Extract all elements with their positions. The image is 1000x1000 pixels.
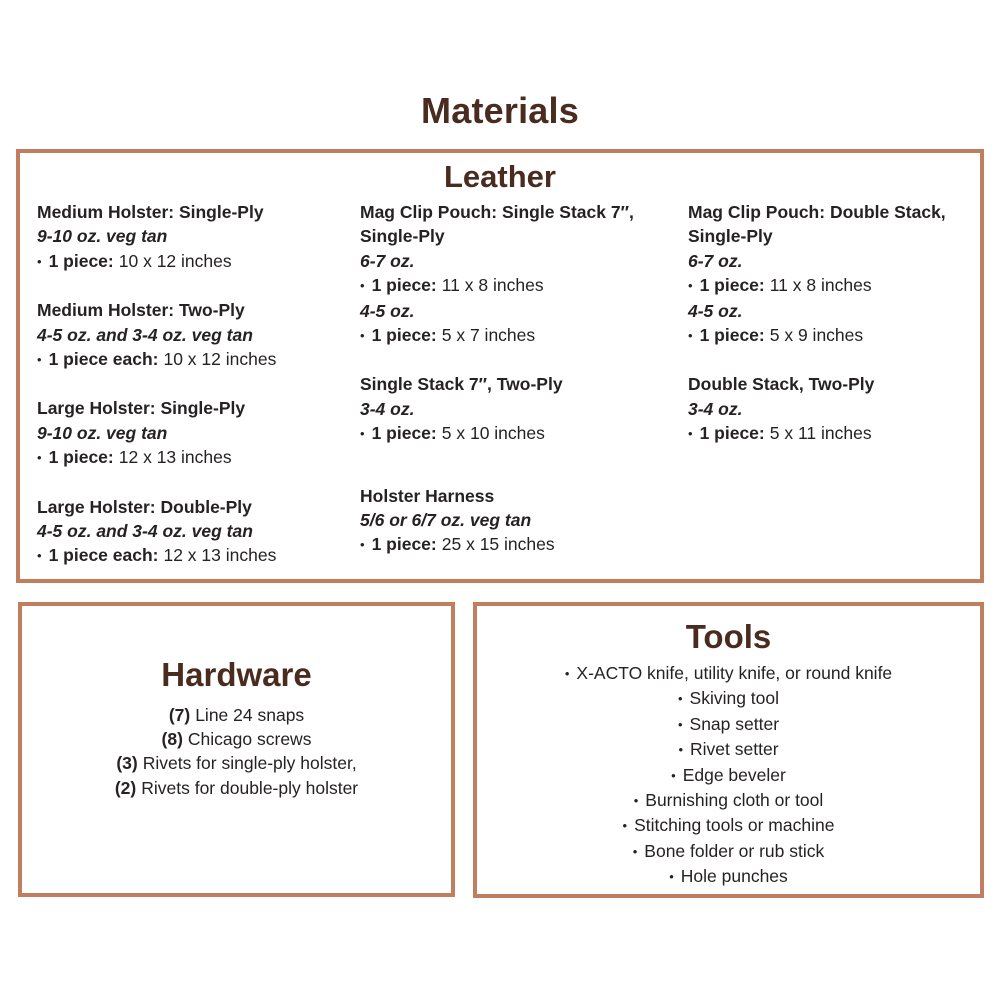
item-name: Mag Clip Pouch: Single Stack 7″, Single-Ply	[360, 202, 634, 247]
piece-label: 1 piece:	[371, 325, 437, 346]
item-piece	[688, 421, 980, 446]
tool-text: X-ACTO knife, utility knife, or round knife	[576, 662, 893, 683]
piece-label: 1 piece each:	[48, 349, 159, 370]
item-weight: 6-7 oz.	[688, 250, 743, 271]
leather-item-mag-clip-double-stack-single-ply	[688, 200, 980, 348]
piece-value: 5 x 7 inches	[441, 325, 536, 346]
tool-item	[477, 813, 980, 838]
item-piece	[37, 543, 337, 568]
bullet-icon: •	[688, 278, 693, 294]
tool-text: Rivet setter	[690, 739, 779, 760]
hardware-qty: (8)	[161, 729, 183, 750]
hardware-heading: Hardware	[161, 656, 312, 693]
tool-text: Edge beveler	[682, 764, 786, 785]
bullet-icon: •	[360, 426, 365, 442]
piece-label: 1 piece:	[371, 275, 437, 296]
tools-heading: Tools	[685, 618, 772, 655]
tool-text: Skiving tool	[689, 688, 780, 709]
tool-item	[477, 763, 980, 788]
hardware-item	[22, 703, 451, 727]
tool-item	[477, 864, 980, 889]
item-weight: 6-7 oz.	[360, 250, 415, 271]
piece-value: 12 x 13 inches	[163, 545, 277, 566]
item-name: Double Stack, Two-Ply	[688, 374, 875, 395]
item-piece	[37, 347, 337, 372]
bullet-icon: •	[688, 328, 693, 344]
bullet-icon: •	[37, 352, 42, 368]
leather-item-medium-holster-two-ply	[37, 298, 337, 372]
item-weight: 9-10 oz. veg tan	[37, 422, 168, 443]
item-weight: 4-5 oz. and 3-4 oz. veg tan	[37, 324, 253, 345]
hardware-text: Rivets for single-ply holster,	[142, 753, 357, 774]
item-weight: 3-4 oz.	[688, 398, 743, 419]
hardware-text: Chicago screws	[187, 729, 312, 750]
leather-item-single-stack-two-ply	[360, 372, 650, 446]
page-title: Materials	[421, 90, 579, 131]
bullet-icon: •	[360, 328, 365, 344]
item-piece	[360, 273, 650, 298]
piece-label: 1 piece:	[48, 447, 114, 468]
piece-label: 1 piece:	[48, 250, 114, 271]
item-name: Single Stack 7″, Two-Ply	[360, 374, 563, 395]
item-name: Mag Clip Pouch: Double Stack, Single-Ply	[688, 202, 946, 247]
bullet-icon: •	[37, 450, 42, 466]
piece-label: 1 piece:	[699, 423, 765, 444]
item-piece	[360, 421, 650, 446]
bullet-icon: •	[671, 767, 676, 783]
bullet-icon: •	[37, 253, 42, 269]
piece-value: 11 x 8 inches	[441, 275, 544, 296]
bullet-icon: •	[678, 742, 684, 758]
leather-column-2	[360, 200, 650, 582]
item-weight: 4-5 oz.	[688, 300, 743, 321]
item-piece	[360, 323, 650, 348]
hardware-item	[22, 751, 451, 775]
tool-item	[477, 686, 980, 711]
piece-value: 10 x 12 inches	[163, 349, 277, 370]
hardware-list	[22, 703, 451, 800]
piece-value: 25 x 15 inches	[441, 534, 555, 555]
leather-item-mag-clip-single-stack-single-ply	[360, 200, 650, 348]
piece-value: 10 x 12 inches	[118, 250, 232, 271]
leather-heading: Leather	[444, 159, 556, 194]
hardware-qty: (2)	[114, 777, 137, 798]
item-name: Medium Holster: Single-Ply	[37, 202, 264, 222]
item-weight: 3-4 oz.	[360, 398, 415, 419]
item-name: Medium Holster: Two-Ply	[37, 300, 245, 321]
item-name: Holster Harness	[360, 485, 495, 506]
piece-value: 5 x 11 inches	[769, 423, 872, 444]
item-piece	[688, 273, 980, 298]
leather-section	[16, 149, 984, 583]
tool-item	[477, 839, 980, 864]
bullet-icon: •	[677, 691, 683, 707]
item-piece	[360, 532, 650, 557]
piece-value: 12 x 13 inches	[118, 447, 232, 468]
tool-item	[477, 788, 980, 813]
bullet-icon: •	[37, 548, 42, 564]
piece-label: 1 piece:	[699, 325, 765, 346]
tool-item	[477, 737, 980, 762]
bullet-icon: •	[564, 665, 570, 681]
hardware-qty: (3)	[116, 753, 138, 774]
piece-value: 5 x 9 inches	[769, 325, 864, 346]
leather-item-large-holster-double-ply	[37, 495, 337, 569]
piece-label: 1 piece:	[699, 275, 765, 296]
bullet-icon: •	[632, 843, 638, 859]
leather-item-large-holster-single-ply	[37, 396, 337, 470]
piece-value: 5 x 10 inches	[441, 423, 545, 444]
hardware-section	[18, 602, 455, 897]
hardware-item	[22, 727, 451, 751]
bullet-icon: •	[688, 426, 693, 442]
tools-list	[477, 661, 980, 890]
leather-column-1	[37, 200, 337, 593]
tool-text: Hole punches	[680, 866, 788, 887]
hardware-qty: (7)	[168, 704, 191, 725]
bullet-icon: •	[633, 792, 639, 808]
hardware-item	[22, 776, 451, 800]
tool-text: Bone folder or rub stick	[644, 840, 825, 861]
bullet-icon: •	[677, 716, 683, 732]
item-weight: 4-5 oz.	[360, 300, 415, 321]
tool-text: Snap setter	[689, 713, 780, 734]
item-piece	[37, 445, 337, 470]
item-piece	[37, 249, 337, 274]
piece-label: 1 piece:	[371, 423, 437, 444]
bullet-icon: •	[622, 818, 628, 834]
item-name: Large Holster: Double-Ply	[37, 496, 252, 517]
tool-item	[477, 661, 980, 686]
bullet-icon: •	[360, 537, 365, 553]
item-weight: 4-5 oz. and 3-4 oz. veg tan	[37, 521, 253, 542]
bullet-icon: •	[360, 278, 365, 294]
item-piece	[688, 323, 980, 348]
hardware-text: Line 24 snaps	[195, 704, 305, 725]
piece-label: 1 piece each:	[48, 545, 159, 566]
piece-value: 11 x 8 inches	[769, 275, 872, 296]
tools-section	[473, 602, 984, 898]
leather-item-double-stack-two-ply	[688, 372, 980, 446]
tool-text: Burnishing cloth or tool	[645, 789, 824, 810]
item-name: Large Holster: Single-Ply	[37, 398, 246, 419]
leather-item-medium-holster-single-ply	[37, 200, 337, 274]
tool-text: Stitching tools or machine	[634, 815, 835, 836]
leather-column-3	[688, 200, 980, 471]
item-weight: 5/6 or 6/7 oz. veg tan	[360, 510, 532, 531]
piece-label: 1 piece:	[371, 534, 437, 555]
leather-item-holster-harness	[360, 484, 650, 558]
hardware-text: Rivets for double-ply holster	[141, 777, 359, 798]
bullet-icon: •	[669, 869, 674, 885]
tool-item	[477, 712, 980, 737]
item-weight: 9-10 oz. veg tan	[37, 226, 168, 247]
